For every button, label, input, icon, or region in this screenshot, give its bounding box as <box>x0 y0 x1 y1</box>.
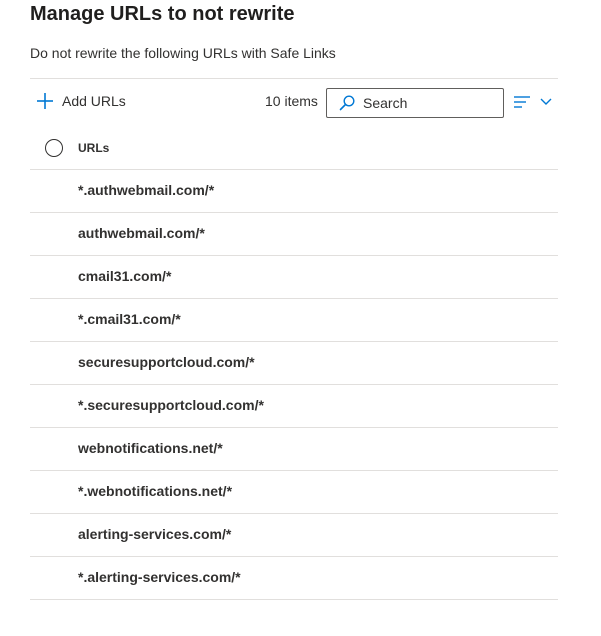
table-row[interactable] <box>30 557 558 600</box>
column-header-urls[interactable]: URLs <box>78 141 110 155</box>
url-cell: *.securesupportcloud.com/* <box>78 397 264 413</box>
add-urls-label: Add URLs <box>62 93 126 109</box>
url-cell: securesupportcloud.com/* <box>78 354 255 370</box>
table-row[interactable] <box>30 299 558 342</box>
url-cell: webnotifications.net/* <box>78 440 223 456</box>
table-row[interactable] <box>30 213 558 256</box>
item-count: 10 items <box>265 93 318 109</box>
table-row[interactable] <box>30 514 558 557</box>
url-cell: *.cmail31.com/* <box>78 311 181 327</box>
url-cell: authwebmail.com/* <box>78 225 205 241</box>
url-list <box>30 170 558 600</box>
search-icon <box>339 95 355 111</box>
divider <box>30 78 558 79</box>
table-row[interactable] <box>30 256 558 299</box>
toolbar <box>30 86 558 120</box>
url-cell: *.webnotifications.net/* <box>78 483 233 499</box>
add-urls-button[interactable] <box>36 90 126 112</box>
url-cell: cmail31.com/* <box>78 268 172 284</box>
search-box[interactable] <box>326 88 504 118</box>
table-row[interactable] <box>30 170 558 213</box>
page-title: Manage URLs to not rewrite <box>30 3 295 25</box>
table-row[interactable] <box>30 342 558 385</box>
url-cell: *.alerting-services.com/* <box>78 569 241 585</box>
table-header-row <box>30 132 558 170</box>
filter-lines-icon <box>513 95 531 109</box>
page-subtitle: Do not rewrite the following URLs with Safe Links <box>30 45 336 61</box>
table-row[interactable] <box>30 471 558 514</box>
plus-icon <box>36 92 54 110</box>
search-input[interactable] <box>363 95 483 111</box>
url-cell: *.authwebmail.com/* <box>78 182 215 198</box>
select-all-circle-icon[interactable] <box>45 139 63 157</box>
filter-button[interactable] <box>513 94 553 110</box>
table-row[interactable] <box>30 428 558 471</box>
chevron-down-icon <box>539 97 553 107</box>
table-row[interactable] <box>30 385 558 428</box>
url-cell: alerting-services.com/* <box>78 526 232 542</box>
